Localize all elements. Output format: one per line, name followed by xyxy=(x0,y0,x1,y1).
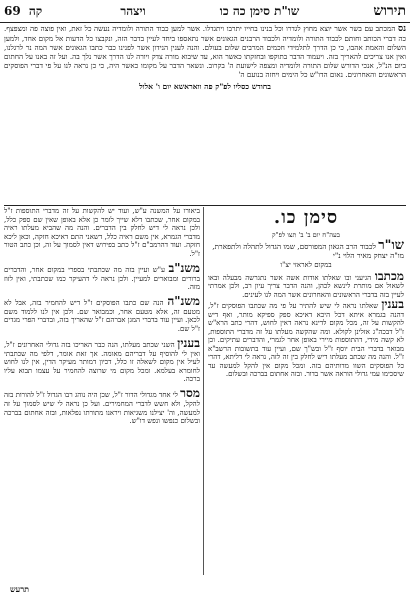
beinyan-label: בענין xyxy=(381,297,404,311)
top-text: המכתב עם בשר אשר יוצא מחוץ לגדרו וכל בנינו בחייו יתרבו ויתגדלו. אשר למען כבוד התורה ולומדיה נעשה כל זאת, ואין פוצה פה ומצפצף. כה דברי הכותב וחותם לכבוד התורה ולומדיה ולכבוד הרבנים הגאונים אשר נתאספו ביחד לעיין בדבר הזה, ונקבצו כל הדעות אל מקום אחד, ולמען השלום והאמת אהבו, כי כן הדרך לתלמידי חכמים המרבים שלום בעולם. והנה לענין הנידון אשר לפנינו כבר כתבו הגאונים אשר המה נר לרגלנו, ואין אנו צריכים להאריך בזה. ויעמוד הדבר בתוקפו ובחזקתו כאשר הוא, עד שיבוא מורה צדק ויורה לנו הדרך אשר נלך בה. ועל זה באנו על החתום ביום הנ"ל, אנכי הדורש שלום התורה ולומדיה ומצפה לישועת ה' בקרוב. ונשאר הדבר על מקומו כאשר היה, כי כן נראה לנו על פי דברי הפוסקים הראשונים והאחרונים. נאום הדו"ש כל הימים ויחזה בנועם ה' xyxy=(4,24,406,80)
addressee-text: לכבוד הרב הגאון המפורסם, שמו הגדול לתהלה ולתפארת, מו"ה יצחק מאיר הלוי נ"י xyxy=(212,242,404,260)
catchword: תרעש xyxy=(10,584,29,594)
column-divider xyxy=(203,207,204,575)
running-section: ויצהר xyxy=(120,3,146,18)
running-head xyxy=(0,0,410,23)
mikhtavo-label: מכתבו xyxy=(374,268,404,283)
left-label-4: מסר xyxy=(180,385,200,400)
mikhtavo-paragraph xyxy=(208,268,404,300)
left-text-3: השני שכתב מעלתו, הנה כבר האריכו בזה גדולי האחרונים ז"ל, ואין לי להוסיף על דבריהם מאומה. אך זאת אומר, דלפי מה שכתבתי לעיל אין מקום לשאלה זו כלל, דכיון דמותר מעיקר הדין, אין לנו לחוש לחומרא בעלמא. ומכל מקום מי שרוצה להחמיר על עצמו תבוא עליו ברכה. xyxy=(4,340,200,384)
addressee xyxy=(208,238,404,260)
left-para-1 xyxy=(4,261,200,292)
left-para-2 xyxy=(4,294,200,334)
top-continuation xyxy=(4,24,406,204)
addressee-label: שו"ר xyxy=(378,238,404,253)
left-column xyxy=(4,207,200,577)
left-label-3: בענין xyxy=(177,335,200,350)
right-column xyxy=(208,207,404,564)
left-para-3 xyxy=(4,336,200,384)
addressee-place: במקום לאראזי יצ"ו xyxy=(280,261,332,269)
siman-title: סימן כו. xyxy=(273,207,339,228)
left-intro: ביאורו על המשנה ע"ש, ועוד יש להקשות על זה מדברי התוספות ז"ל במקום אחר, שכתבו דלא שייך לומר כן אלא באופן שאין שם ספק כלל, ולכן נראה לי דיש לחלק בין הדברים. והנה מה שהביא מעלתו ראיה מדברי הגמרא, אין משם ראיה כלל, דשאני התם דאיכא חזקה, וכאן ליכא חזקה. ועוד דהרמב"ם ז"ל כתב בפירוש דאין לסמוך על זה, וכן כתב הטור ז"ל. xyxy=(4,207,200,258)
left-para-4 xyxy=(4,386,200,426)
section-rule xyxy=(4,205,406,206)
left-text-4: לי אחד מגדולי הדור ז"ל, שכן היה נוהג רבו הגדול ז"ל להורות בזה להקל, ולא חשש לדברי המחמירים. ועל כן נראה לי שיש לסמוך על זה למעשה, וה' יצילנו משגיאות ויראנו מתורתו נפלאות, ובזה אחתום בברכה ובשלום כנפשו ונפש דו"ש. xyxy=(4,390,200,426)
mikhtavo-text: הגיעני ובו שאלתו אודות אשה אשר נתגרשה מבעלה ובאו לשאול אם מותרת לינשא לכהן, והנה הדבר צריך עיון רב, ולכן אמרתי לעיין בזה בדברי הראשונים והאחרונים אשר המה לנו לעינים. xyxy=(208,273,404,299)
beinyan-paragraph xyxy=(208,297,404,379)
running-siman: שו"ת סימן כה כו xyxy=(219,3,300,18)
page-letters: קה xyxy=(28,3,43,18)
left-text-1: ע"ש ועיין בזה מה שכתבתי בספרי במקום אחר, והדברים ברורים ומבוארים למעיין. ולכן נראה לי דהעיקר כמו שכתבתי, ואין לזוז מזה. xyxy=(4,265,200,292)
responsum-body xyxy=(208,268,404,379)
page-number-block xyxy=(0,4,46,19)
beinyan-text: שאלתו נראה לי שיש להתיר על פי מה שכתבו הפוסקים ז"ל, דהנה בגמרא איתא דכל היכא דאיכא ספק ספיקא מותר, ואף דיש להקשות על זה, מכל מקום לדינא נראה דאין לחוש, דהרי כתב הרא"ש ז"ל דבכה"ג אזלינן לקולא. ומה שהקשה מעלתו על זה מדברי התוספות, לא קשה מידי, דהתוספות מיירי באופן אחר לגמרי, והדברים עתיקים. וכן מבואר בדברי הבית יוסף ז"ל ובש"ך שם, ועיין עוד בתשובות הרשב"א ז"ל. והנה מה שכתב מעלתו דיש לחלק בין זה לזה, נראה לי דליתא, דהרי כל הפוסקים השוו מדותיהם בזה. ומכל מקום אין להקל למעשה עד שיסכימו עמי גדולי הוראה אשר בדור. ובזה אחתום בברכה ובשלום. xyxy=(208,302,404,378)
book-title: תירוש xyxy=(373,2,406,19)
siman-date: בעה"ח יום ב' ב' תצו לפ"ק xyxy=(272,231,340,239)
left-label-1: משנ"ב xyxy=(168,260,200,275)
left-label-2: משנ"ה xyxy=(167,293,200,308)
left-text-2: הנה שם כתבו הפוסקים ז"ל דיש להחמיר בזה, אבל לא מטעם זה, אלא מטעם אחר, וכמבואר שם. ולכן אין לנו ללמוד משם לכאן. ועיין עוד בדברי המגן אברהם ז"ל שהאריך בזה, ובדברי הפרי מגדים ז"ל שם. xyxy=(4,298,200,333)
top-lead-word: נס xyxy=(397,24,406,34)
top-closing: בחודש כסליו לפ"ק פה וואראשא יום ו' אלול xyxy=(139,81,271,91)
page-number: 69 xyxy=(4,3,21,18)
